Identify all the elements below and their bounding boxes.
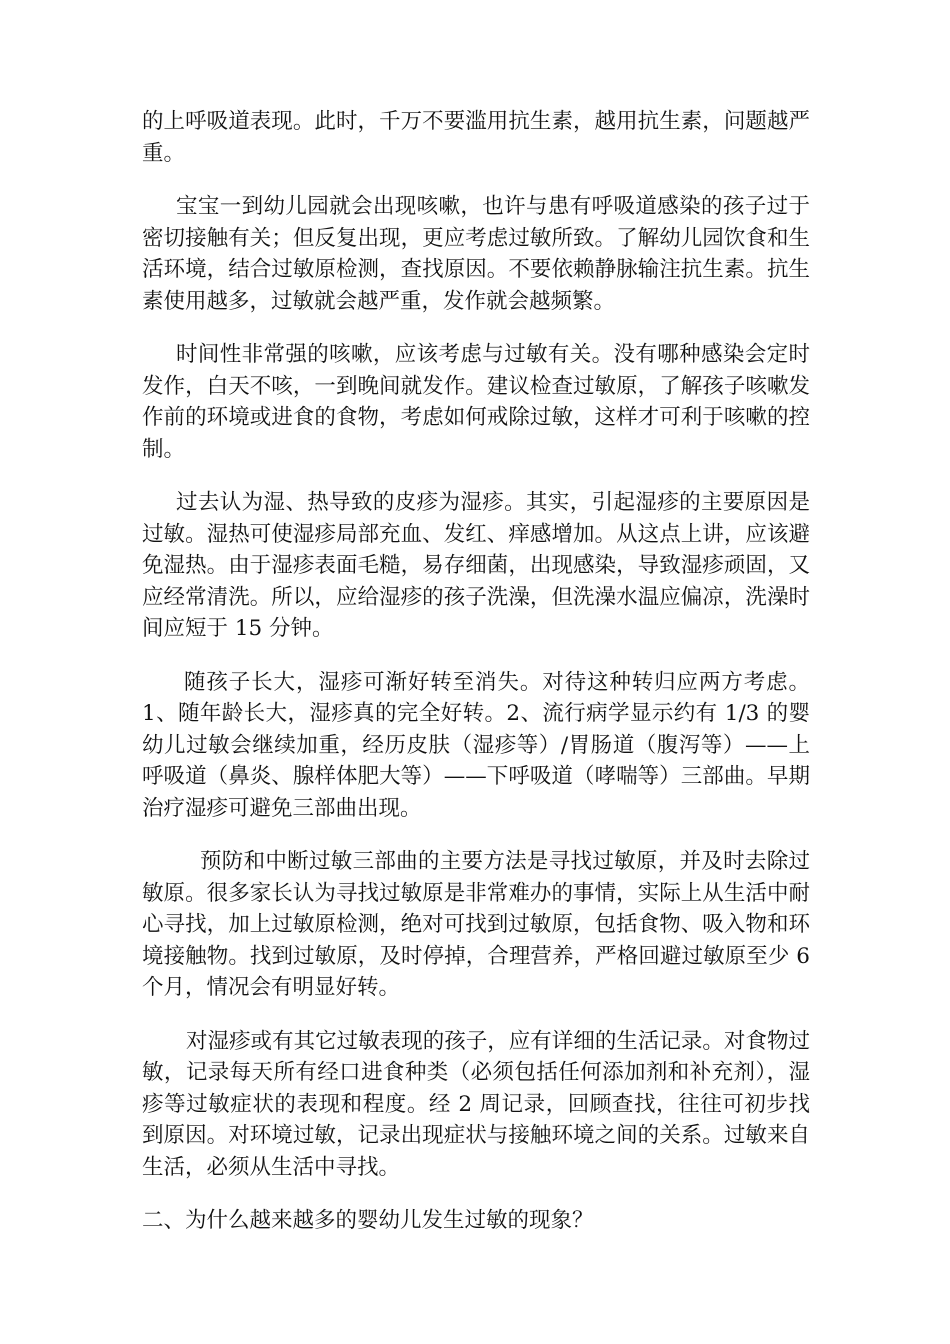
paragraph-6: 预防和中断过敏三部曲的主要方法是寻找过敏原，并及时去除过敏原。很多家长认为寻找过敏原是非常难办的事情，实际上从生活中耐心寻找，加上过敏原检测，绝对可找到过敏原，包括食物、吸入物和环境接触物。找到过敏原，及时停掉，合理营养，严格回避过敏原至少 6 个月，情况会有明显好转。 [142, 849, 810, 1000]
section-heading: 二、为什么越来越多的婴幼儿发生过敏的现象？ [142, 1208, 594, 1233]
paragraph-4: 过去认为湿、热导致的皮疹为湿疹。其实，引起湿疹的主要原因是过敏。湿热可使湿疹局部充血、发红、痒感增加。从这点上讲，应该避免湿热。由于湿疹表面毛糙，易存细菌，出现感染，导致湿疹顽固，又应经常清洗。所以，应给湿疹的孩子洗澡，但洗澡水温应偏凉，洗澡时间应短于 15 分钟。 [142, 490, 810, 641]
paragraph-7: 对湿疹或有其它过敏表现的孩子，应有详细的生活记录。对食物过敏，记录每天所有经口进食种类（必须包括任何添加剂和补充剂），湿疹等过敏症状的表现和程度。经 2 周记录，回顾查找，往往可初步找到原因。对环境过敏，记录出现症状与接触环境之间的关系。过敏来自生活，必须从生活中寻找。 [142, 1028, 810, 1180]
paragraph-5: 随孩子长大，湿疹可渐好转至消失。对待这种转归应两方考虑。1、随年龄长大，湿疹真的完全好转。2、流行病学显示约有 1/3 的婴幼儿过敏会继续加重，经历皮肤（湿疹等）/胃肠道（腹泻等）——上呼吸道（鼻炎、腺样体肥大等）——下呼吸道（哮喘等）三部曲。早期治疗湿疹可避免三部曲出现。 [142, 669, 810, 821]
paragraph-2: 宝宝一到幼儿园就会出现咳嗽，也许与患有呼吸道感染的孩子过于密切接触有关；但反复出现，更应考虑过敏所致。了解幼儿园饮食和生活环境，结合过敏原检测，查找原因。不要依赖静脉输注抗生素。抗生素使用越多，过敏就会越严重，发作就会越频繁。 [142, 194, 810, 314]
document-body [142, 106, 810, 1237]
paragraph-1: 的上呼吸道表现。此时，千万不要滥用抗生素，越用抗生素，问题越严重。 [142, 109, 810, 166]
paragraph-3: 时间性非常强的咳嗽，应该考虑与过敏有关。没有哪种感染会定时发作，白天不咳，一到晚间就发作。建议检查过敏原，了解孩子咳嗽发作前的环境或进食的食物，考虑如何戒除过敏，这样才可利于咳嗽的控制。 [142, 342, 810, 462]
